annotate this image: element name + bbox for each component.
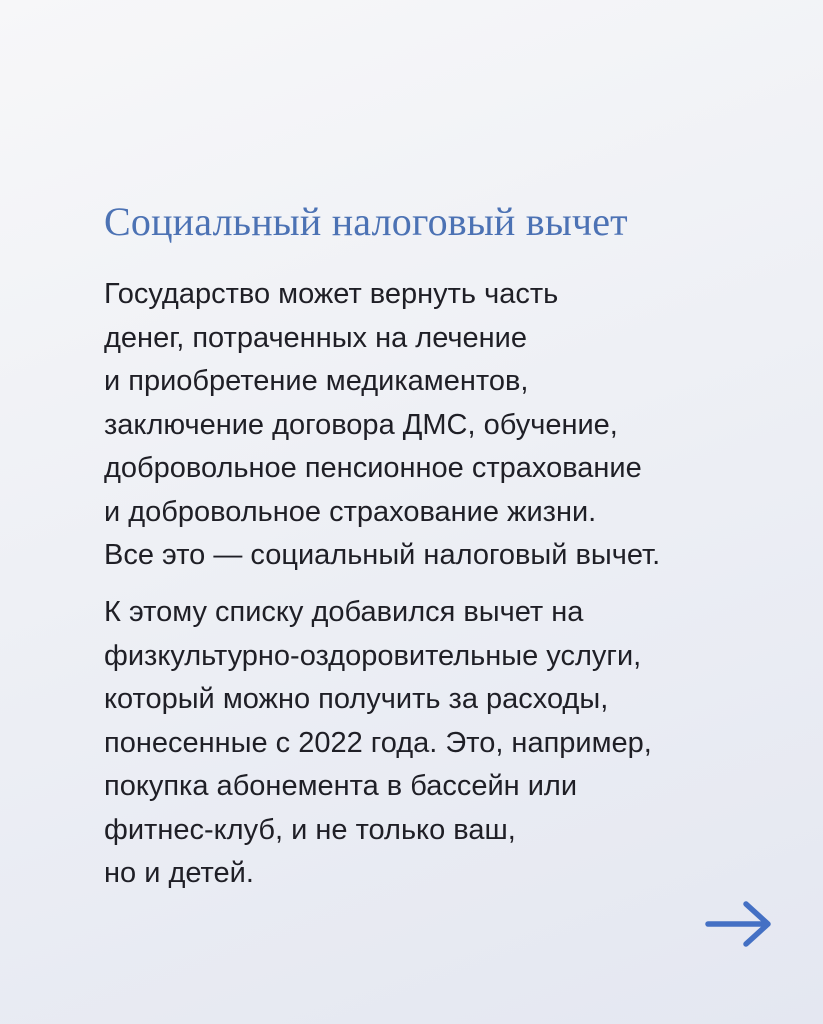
paragraph-intro [104,273,660,578]
text-line: К этому списку добавился вычет на [104,596,584,628]
text-line: и приобретение медикаментов, [104,365,529,397]
text-line: физкультурно-оздоровительные услуги, [104,639,642,672]
page-title: Социальный налоговый вычет [104,199,628,244]
text-line: Государство может вернуть часть [104,278,559,310]
text-line: фитнес-клуб, и не только ваш, [104,813,516,846]
text-line: и добровольное страхование жизни. [104,495,597,528]
arrow-right-icon [704,898,774,950]
text-line: добровольное пенсионное страхование [104,452,642,484]
next-slide-button[interactable] [704,898,774,950]
text-line: Все это — социальный налоговый вычет. [104,539,661,571]
text-line: понесенные с 2022 года. Это, например, [104,726,652,759]
text-line: заключение договора ДМС, обучение, [104,408,618,441]
text-line: который можно получить за расходы, [104,683,609,715]
paragraph-fitness [104,591,652,896]
text-line: денег, потраченных на лечение [104,321,527,354]
text-line: но и детей. [104,857,254,889]
text-line: покупка абонемента в бассейн или [104,770,578,802]
